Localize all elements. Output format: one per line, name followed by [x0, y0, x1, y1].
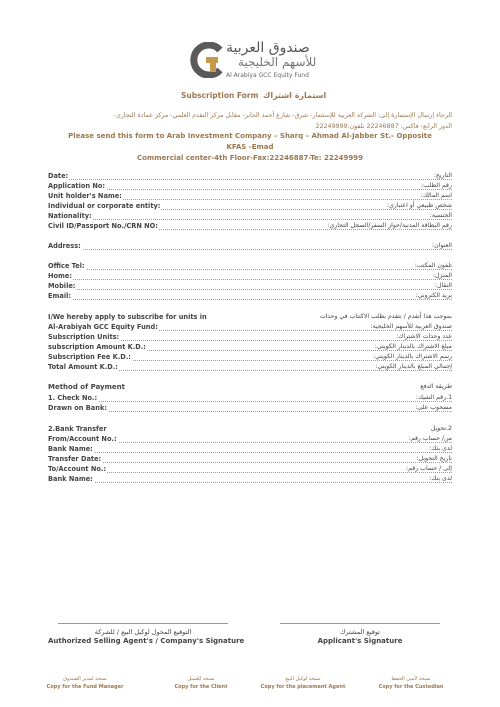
field-label-ar: تلفون المكتب: [414, 262, 452, 269]
field-label-ar: من/ حساب رقم: [408, 435, 452, 442]
field-label-ar: التاريخ: [433, 172, 452, 179]
field-label-en: Application No: [48, 182, 106, 190]
applicant-signature-label-en: Applicant's Signature [317, 637, 403, 645]
field-to-account[interactable] [48, 465, 452, 474]
field-label-en: Individual or corporate entity: [48, 202, 161, 210]
field-label-en: Bank Name: [48, 475, 93, 483]
field-label-ar: 2.تحويل [430, 425, 452, 432]
send-en-line1: Please send this form to Arab Investment Company – Sharq – Ahmad Al-Jabber St.- Opposite KFAS -Emad [68, 132, 432, 151]
field-label-ar: لدى بنك: [429, 475, 452, 482]
field-label-en: Subscription Fee K.D.: [48, 353, 131, 361]
field-label-en: Bank Name: [48, 445, 93, 453]
form-title-arabic: استمارة اشتراك [263, 91, 327, 100]
form-title-english: Subscription Form [181, 91, 259, 100]
field-label-ar: لدى بنك: [429, 445, 452, 452]
field-drawn-on-bank[interactable] [48, 404, 452, 413]
agent-signature-label-en: Authorized Selling Agent's / Company's Signature [48, 637, 245, 645]
copy-custodian [366, 676, 456, 690]
section-heading-en: Method of Payment [48, 383, 125, 391]
field-label-ar: اسم المالك: [420, 192, 452, 199]
agent-signature-line[interactable] [58, 623, 228, 624]
agent-signature-label-ar: التوقيع المخول لوكيل البيع / للشركة [94, 628, 192, 636]
field-from-account[interactable] [48, 435, 452, 444]
logo-arabic-line2: للأسهم الخليجية [238, 55, 317, 69]
copy-label-ar: نسخة للعميل [187, 676, 215, 682]
field-label-ar: عدد وحدات الاشتراك: [396, 333, 452, 340]
field-label-en: Civil ID/Passport No./CRN NO: [48, 222, 158, 230]
copy-label-ar: نسخة لوكيل البيع [285, 676, 321, 682]
copy-label-en: Copy for the Fund Manager [46, 684, 124, 690]
field-label-ar: النقال: [434, 282, 452, 289]
fund-logo [190, 40, 350, 80]
field-home[interactable] [48, 272, 452, 281]
field-mobile[interactable] [48, 282, 452, 291]
field-email[interactable] [48, 292, 452, 301]
apply-statement-line1 [48, 313, 452, 322]
field-label-en: Drawn on Bank: [48, 404, 107, 412]
field-bank-name-to[interactable] [48, 475, 452, 484]
field-label-ar: العنوان: [431, 242, 452, 249]
field-nationality[interactable] [48, 212, 452, 221]
copy-placement-agent [258, 676, 348, 690]
field-total-amount[interactable] [48, 363, 452, 372]
field-transfer-date[interactable] [48, 455, 452, 464]
field-label-en: From/Account No.: [48, 435, 117, 443]
logo-arabic-line1: صندوق العربية [226, 40, 310, 56]
field-label-ar: تاريخ التحويل: [416, 455, 452, 462]
field-label-en: Subscription Units: [48, 333, 120, 341]
field-label-en: I/We hereby apply to subscribe for units in [48, 313, 207, 321]
field-bank-name-from[interactable] [48, 445, 452, 454]
field-application-no[interactable] [48, 182, 452, 191]
field-subscription-fee[interactable] [48, 353, 452, 362]
field-label-en: Al-Arabiyah GCC Equity Fund: [48, 323, 158, 331]
applicant-signature-label-ar: توقيع المشترك [339, 628, 380, 636]
copy-client [156, 676, 246, 690]
copy-label-ar: نسخة لمدير الصندوق [63, 676, 107, 682]
field-label-ar: رسم الاشتراك بالدينار الكويتي: [373, 353, 452, 360]
field-label-ar: بموجب هذا أتقدم / نتقدم بطلب الاكتتاب في وحدات [319, 313, 452, 320]
field-label-en: Home: [48, 272, 73, 280]
field-label-ar: إجمالي المبلغ بالدينار الكويتي: [375, 363, 452, 370]
method-of-payment-heading [48, 383, 452, 392]
copy-label-en: Copy for the placement Agent [260, 684, 346, 690]
field-label-ar: مسحوب على: [415, 404, 452, 411]
field-entity-type[interactable] [48, 202, 452, 211]
field-label-en: Address: [48, 242, 81, 250]
send-ar-line1: الرجاء إرسال الإستمارة إلى: الشركة العربية للإستثمار- شرق- شارع أحمد الجابر- مقابل مركز التقدم العلمي- مركز عمادة التجاري- [113, 112, 452, 119]
field-label-en: Transfer Date: [48, 455, 102, 463]
field-label-en: Date: [48, 172, 69, 180]
field-date[interactable] [48, 172, 452, 181]
field-label-en: Mobile: [48, 282, 76, 290]
field-label-en: Email: [48, 292, 71, 300]
field-subscription-units[interactable] [48, 333, 452, 342]
field-label-ar: مبلغ الاشتراك بالدينار الكويتي: [374, 343, 452, 350]
fund-logo-icon [190, 42, 224, 78]
field-label-en: 2.Bank Transfer [48, 425, 107, 433]
field-label-ar: صندوق العربية للأسهم الخليجية: [370, 323, 452, 330]
copy-label-en: Copy for the Custodian [378, 684, 444, 690]
field-label-ar: إلى / حساب رقم: [406, 465, 452, 472]
section-heading-ar: طريقة الدفع [420, 383, 452, 390]
bank-transfer-heading [48, 425, 452, 434]
field-subscription-amount[interactable] [48, 343, 452, 352]
field-label-ar: المنزل: [432, 272, 452, 279]
field-unit-holder-name[interactable] [48, 192, 452, 201]
field-office-tel[interactable] [48, 262, 452, 271]
logo-english-name: Al Arabiya GCC Equity Fund [226, 72, 309, 79]
copy-label-ar: نسخة لأمين الحفظ [391, 676, 431, 682]
field-label-en: subscription Amount K.D.: [48, 343, 146, 351]
send-en-line2: Commercial center-4th Floor-Fax:22246887-Te: 22249999 [136, 154, 363, 162]
field-label-ar: رقم البطاقة المدنية/جواز السفر/السجل التجاري: [327, 222, 452, 229]
field-check-no[interactable] [48, 394, 452, 403]
field-civil-id[interactable] [48, 222, 452, 231]
field-label-en: 1. Check No.: [48, 394, 98, 402]
field-label-ar: شخص طبيعي أو اعتباري: [386, 202, 452, 209]
send-instructions-arabic [42, 110, 452, 132]
field-label-en: Unit holder's Name: [48, 192, 122, 200]
field-fund-name[interactable] [48, 323, 452, 332]
field-label-ar: الجنسية: [429, 212, 452, 219]
field-label-ar: بريد الكتروني: [415, 292, 452, 299]
field-label-en: Office Tel: [48, 262, 85, 270]
field-label-en: To/Account No.: [48, 465, 107, 473]
send-ar-line2: الدور الرابع- فاكس: 22246887 تلفون:22249999 [315, 123, 452, 130]
copy-label-en: Copy for the Client [174, 684, 228, 690]
field-label-en: Nationality: [48, 212, 92, 220]
applicant-signature-line[interactable] [280, 623, 440, 624]
field-label-ar: رقم الطلب: [421, 182, 452, 189]
field-address[interactable] [48, 242, 452, 251]
send-instructions-english [60, 131, 440, 164]
field-label-ar: 1.رقم الشيك: [415, 394, 452, 401]
field-label-en: Total Amount K.D.: [48, 363, 118, 371]
copy-fund-manager [40, 676, 130, 690]
